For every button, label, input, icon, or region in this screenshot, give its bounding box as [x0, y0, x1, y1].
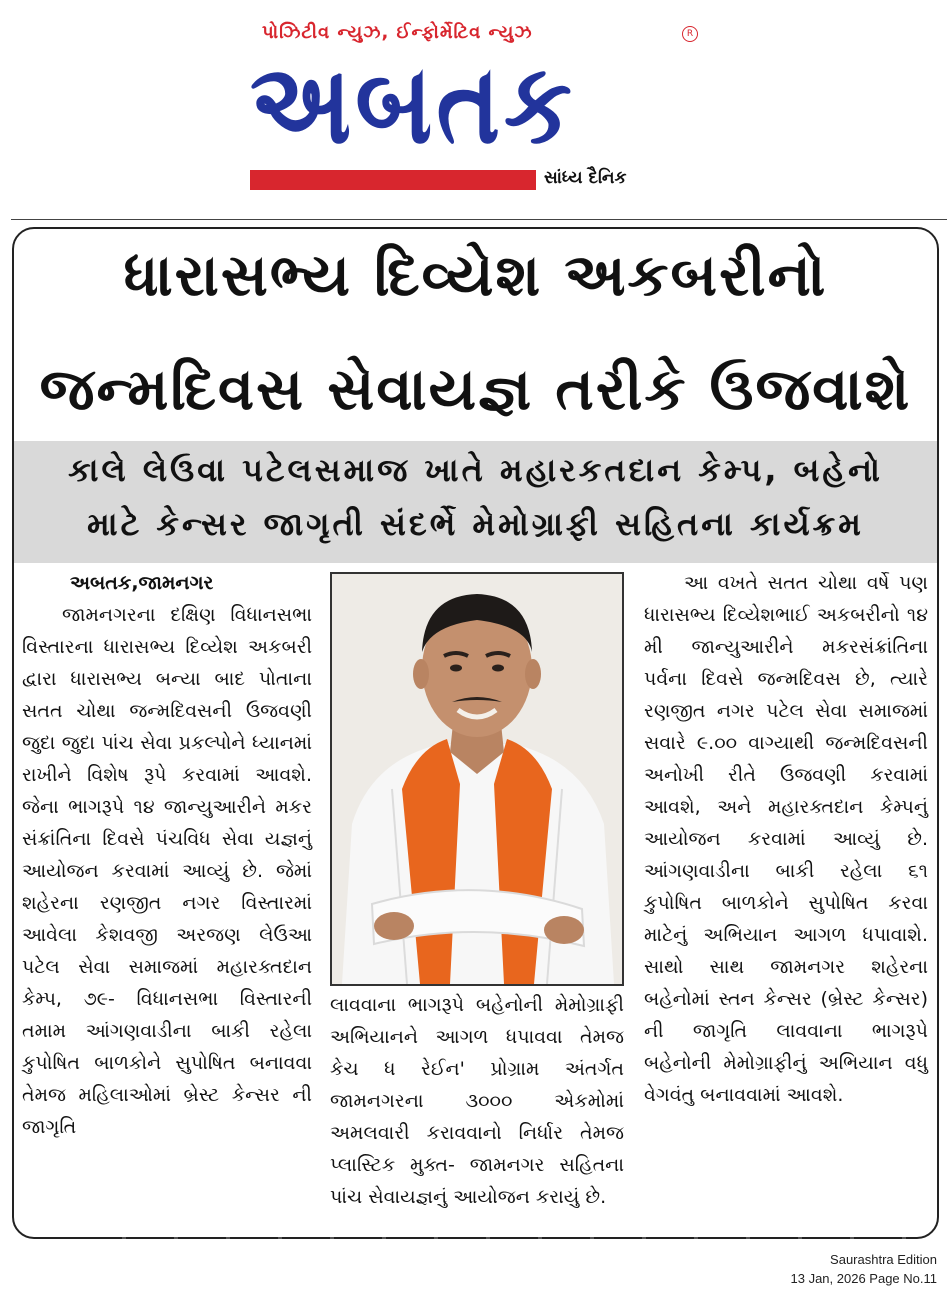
- dateline: અબતક,જામનગર: [70, 572, 214, 594]
- subheadline-bar: [14, 441, 937, 563]
- logo-text: અબતક: [250, 39, 576, 169]
- article-column-1: [22, 567, 312, 1143]
- headline-line-2: જન્મદિવસ સેવાયજ્ઞ તરીકે ઉજવાશે: [39, 355, 912, 423]
- column-1-text: જામનગરના દક્ષિણ વિધાનસભા વિસ્તારના ધારાસભ્ય દિવ્યેશ અકબરી દ્વારા ધારાસભ્ય બન્યા બાદ પોતાના સતત ચોથા જન્મદિવસની ઉજવણી જુદા જુદા પાંચ સેવા પ્રકલ્પોને ધ્યાનમાં રાખીને વિશેષ રૂપે કરવામાં આવશે. જેના ભાગરૂપે ૧૪ જાન્યુઆરીને મકર સંક્રાંતિના દિવસે પંચવિધ સેવા યજ્ઞનું આયોજન કરવામાં આવ્યું છે. જેમાં શહેરના રણજીત નગર વિસ્તારમાં આવેલા કેશવજી અરજણ લેઉઆ પટેલ સેવા સમાજમાં મહારક્તદાન કેમ્પ, ૭૯- વિધાનસભા વિસ્તારની તમામ આંગણવાડીના બાકી રહેલા કુપોષિત બાળકોને સુપોષિત બનાવવા તેમજ મહિલાઓમાં બ્રેસ્ટ કેન્સર ની જાગૃતિ: [22, 604, 312, 1138]
- masthead-tagline: પોઝિટીવ ન્યુઝ, ઈન્ફોર્મેટિવ ન્યુઝ: [262, 22, 533, 43]
- masthead-red-bar: [250, 170, 536, 190]
- footer-divider: [12, 1236, 935, 1240]
- mla-portrait-photo: [330, 572, 624, 986]
- edition-info: [791, 1250, 938, 1288]
- column-2-text: લાવવાના ભાગરૂપે બહેનોની મેમોગ્રાફી અભિયાનને આગળ ધપાવવા તેમજ કેચ ધ રેઈન' પ્રોગ્રામ અંતર્ગત જામનગરના ૩૦૦૦ એકમોમાં અમલવારી કરાવવાનો નિર્ધાર તેમજ પ્લાસ્ટિક મુક્ત- જામનગર સહિતના પાંચ સેવાયજ્ઞનું આયોજન કરાયું છે.: [330, 994, 624, 1208]
- edition-name: Saurashtra Edition: [830, 1252, 937, 1267]
- registered-mark-icon: R: [682, 26, 698, 42]
- article-box: [12, 227, 939, 1239]
- article-column-3: [644, 567, 928, 1111]
- masthead-divider: [11, 219, 947, 220]
- masthead-subtitle: સાંધ્ય દૈનિક: [544, 168, 627, 188]
- subheadline-line-2: માટે કેન્સર જાગૃતી સંદર્ભે મેમોગ્રાફી સહિતના કાર્યક્રમ: [87, 505, 864, 543]
- subheadline-line-1: કાલે લેઉવા પટેલસમાજ ખાતે મહારકતદાન કેમ્પ, બહેનો: [68, 451, 883, 489]
- column-3-text: આ વખતે સતત ચોથા વર્ષે પણ ધારાસભ્ય દિવ્યેશભાઈ અકબરીનો ૧૪ મી જાન્યુઆરીને મકરસંક્રાંતિના પર્વના દિવસે જન્મદિવસ છે, ત્યારે રણજીત નગર પટેલ સેવા સમાજમાં સવારે ૯.૦૦ વાગ્યાથી જન્મદિવસની અનોખી રીતે ઉજવણી કરવામાં આવશે, અને મહારક્તદાન કેમ્પનું આયોજન કરવામાં આવ્યું છે. આંગણવાડીના બાકી રહેલા ૬૧ કુપોષિત બાળકોને સુપોષિત કરવા માટેનું અભિયાન આગળ ધપાવાશે. સાથો સાથ જામનગર શહેરના બહેનોમાં સ્તન કેન્સર (બ્રેસ્ટ કેન્સર) ની જાગૃતિ લાવવાના ભાગરૂપે બહેનોની મેમોગ્રાફીનું અભિયાન વધુ વેગવંતુ બનાવવામાં આવશે.: [644, 572, 928, 1106]
- portrait-illustration: [332, 574, 622, 984]
- edition-date-page: 13 Jan, 2026 Page No.11: [790, 1271, 937, 1286]
- newspaper-logo[interactable]: [250, 39, 690, 169]
- article-column-2: [330, 989, 624, 1213]
- headline-line-1: ધારાસભ્ય દિવ્યેશ અકબરીનો: [123, 241, 828, 309]
